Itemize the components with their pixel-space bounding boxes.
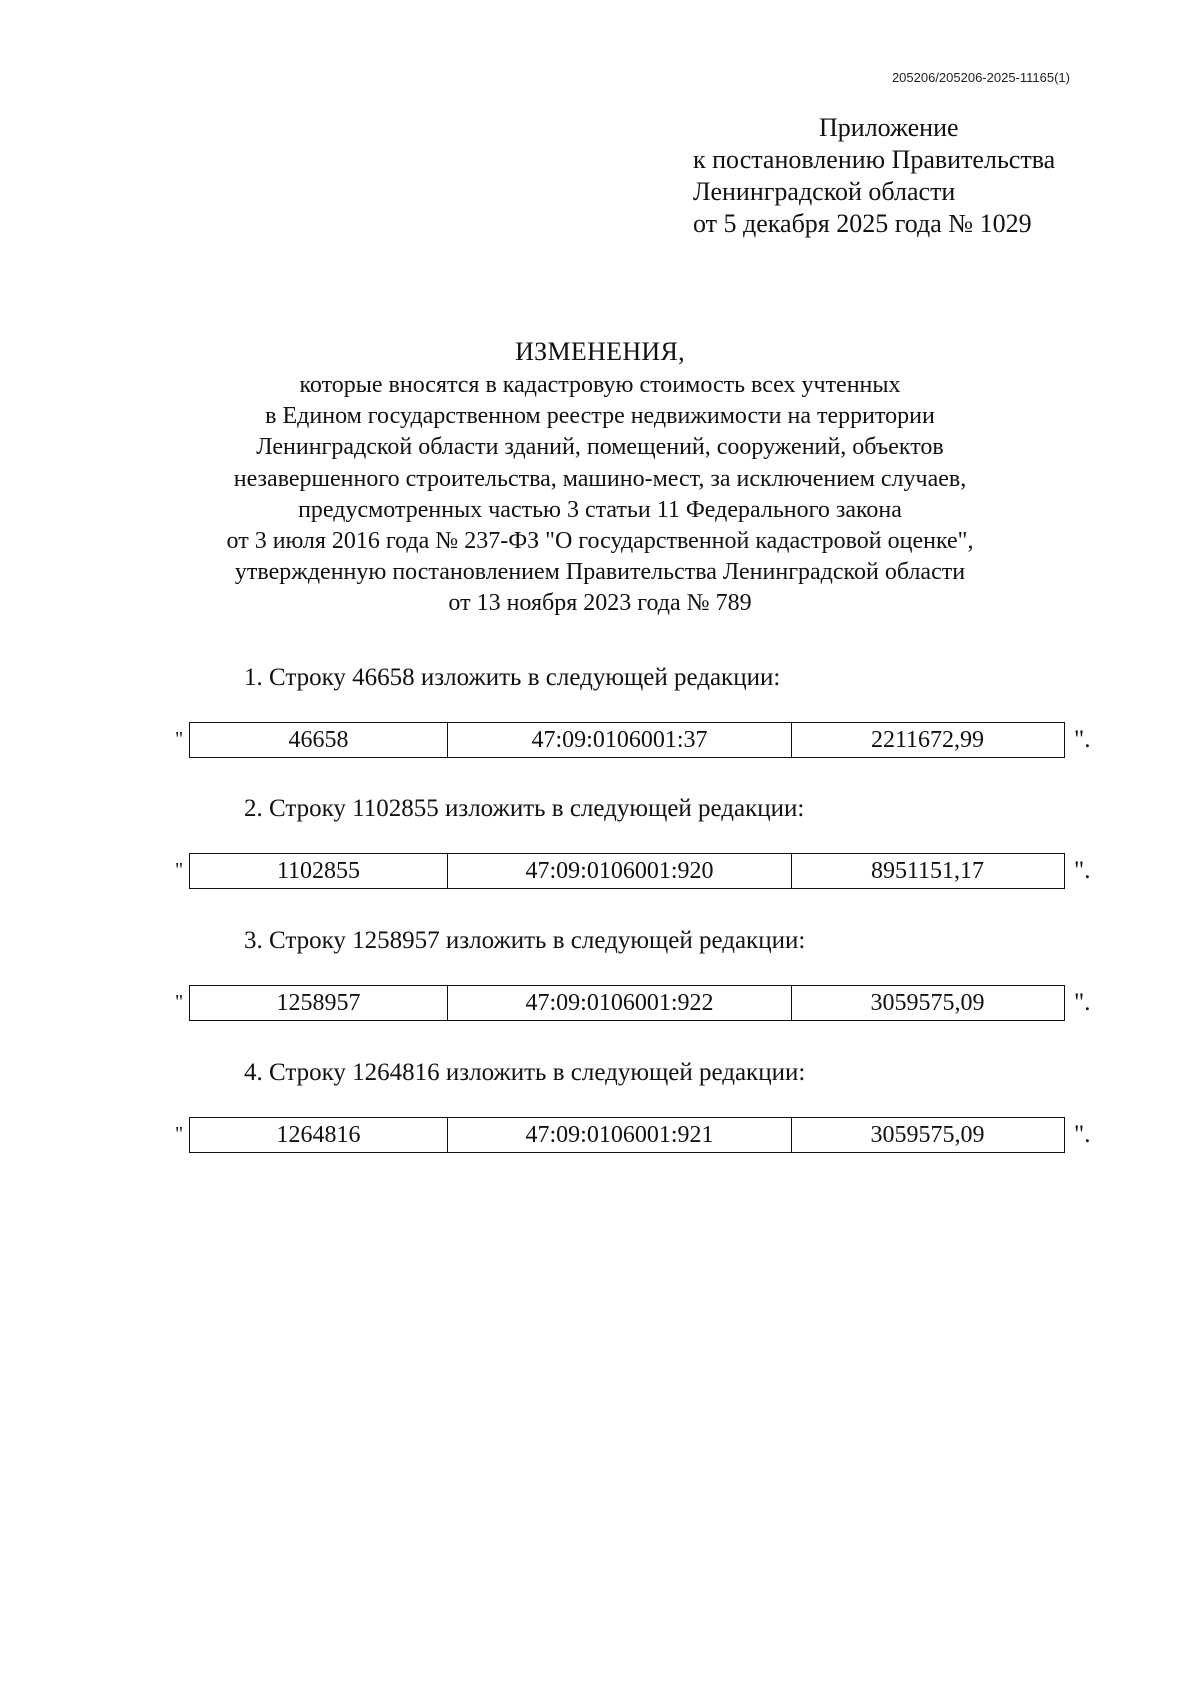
appendix-line: к постановлению Правительства: [693, 145, 1056, 174]
title-line: незавершенного строительства, машино-мест, за исключением случаев,: [233, 465, 967, 492]
quote-close: ".: [1074, 989, 1091, 1016]
cell-row-number: 1264816: [190, 1118, 448, 1152]
title-line: утвержденную постановлением Правительства Ленинградской области: [234, 559, 966, 586]
quote-open: ": [175, 859, 184, 881]
row-table: [189, 985, 1065, 1021]
title-heading: ИЗМЕНЕНИЯ,: [515, 337, 685, 366]
amendment-instruction: 1. Строку 46658 изложить в следующей редакции:: [244, 664, 781, 691]
appendix-line: Приложение: [819, 113, 959, 142]
title-line: от 3 июля 2016 года № 237-ФЗ "О государственной кадастровой оценке",: [226, 528, 974, 555]
cell-cadastral-value: 3059575,09: [870, 990, 985, 1016]
title-line: предусмотренных частью 3 статьи 11 Федерального закона: [298, 496, 902, 523]
amendment-row: [175, 722, 1095, 760]
cell-cadastral-number: 47:09:0106001:37: [448, 723, 792, 757]
amendment-instruction: 2. Строку 1102855 изложить в следующей редакции:: [244, 795, 805, 822]
amendment-row: [175, 853, 1095, 891]
cell-cadastral-number: 47:09:0106001:920: [448, 854, 792, 888]
cell-row-number: 1102855: [190, 854, 448, 888]
amendment-row: [175, 1117, 1095, 1155]
row-table: [189, 853, 1065, 889]
amendment-instruction: 4. Строку 1264816 изложить в следующей редакции:: [244, 1059, 806, 1086]
appendix-line: от 5 декабря 2025 года № 1029: [693, 209, 1032, 238]
document-id: 205206/205206-2025-11165(1): [891, 70, 1070, 85]
quote-open: ": [175, 991, 184, 1013]
quote-close: ".: [1074, 857, 1091, 884]
title-line: от 13 ноября 2023 года № 789: [448, 590, 752, 617]
cell-cadastral-value: 8951151,17: [870, 858, 985, 884]
title-line: Ленинградской области зданий, помещений, сооружений, объектов: [256, 434, 944, 461]
title-block: [0, 334, 1200, 620]
row-table: [189, 722, 1065, 758]
cell-row-number: 1258957: [190, 986, 448, 1020]
cell-row-number: 46658: [190, 723, 448, 757]
appendix-block: [693, 112, 1055, 240]
cell-cadastral-value: 3059575,09: [870, 1122, 985, 1148]
appendix-line: Ленинградской области: [693, 177, 956, 206]
amendment-instruction: 3. Строку 1258957 изложить в следующей редакции:: [244, 927, 806, 954]
cell-cadastral-value: 2211672,99: [870, 727, 985, 753]
title-line: которые вносятся в кадастровую стоимость всех учтенных: [299, 372, 901, 398]
amendment-row: [175, 985, 1095, 1023]
quote-open: ": [175, 728, 184, 750]
cell-cadastral-number: 47:09:0106001:921: [448, 1118, 792, 1152]
quote-close: ".: [1074, 726, 1091, 753]
quote-close: ".: [1074, 1121, 1091, 1148]
title-line: в Едином государственном реестре недвижимости на территории: [265, 403, 935, 430]
quote-open: ": [175, 1123, 184, 1145]
row-table: [189, 1117, 1065, 1153]
cell-cadastral-number: 47:09:0106001:922: [448, 986, 792, 1020]
